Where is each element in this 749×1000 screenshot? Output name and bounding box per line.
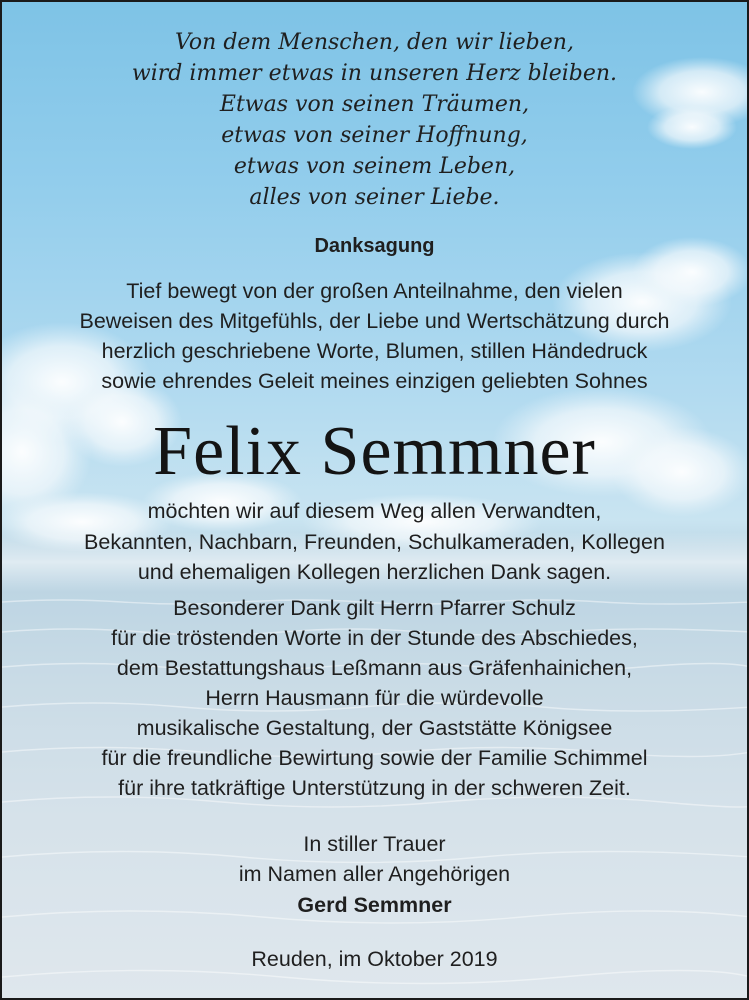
poem-line-6: alles von seiner Liebe. bbox=[249, 185, 500, 210]
place-and-date: Reuden, im Oktober 2019 bbox=[251, 947, 498, 971]
intro-line-1: Tief bewegt von der großen Anteilnahme, den vielen bbox=[126, 279, 623, 303]
closing-line-1: In stiller Trauer bbox=[303, 832, 446, 856]
closing-line-2: im Namen aller Angehörigen bbox=[238, 862, 511, 886]
intro-line-3: herzlich geschriebene Worte, Blumen, stillen Händedruck bbox=[101, 339, 648, 363]
special-thanks-line-2: für die tröstenden Worte in der Stunde des Abschiedes, bbox=[111, 626, 638, 650]
poem-line-4: etwas von seiner Hoffnung, bbox=[221, 123, 528, 148]
special-thanks-line-3: dem Bestattungshaus Leßmann aus Gräfenhainichen, bbox=[116, 656, 633, 680]
thanks-line-3: und ehemaligen Kollegen herzlichen Dank sagen. bbox=[137, 560, 612, 584]
poem-line-3: Etwas von seinen Träumen, bbox=[219, 92, 530, 117]
signature: Gerd Semmner bbox=[297, 893, 452, 917]
special-thanks-line-4: Herrn Hausmann für die würdevolle bbox=[205, 686, 544, 710]
notice-heading: Danksagung bbox=[314, 235, 435, 257]
thanks-line-2: Bekannten, Nachbarn, Freunden, Schulkameraden, Kollegen bbox=[84, 530, 665, 554]
special-thanks-line-7: für ihre tatkräftige Unterstützung in der schweren Zeit. bbox=[118, 776, 631, 800]
poem-line-2: wird immer etwas in unseren Herz bleiben. bbox=[131, 61, 618, 86]
poem-line-1: Von dem Menschen, den wir lieben, bbox=[175, 30, 574, 55]
special-thanks-line-5: musikalische Gestaltung, der Gaststätte Königsee bbox=[136, 716, 613, 740]
special-thanks-line-6: für die freundliche Bewirtung sowie der Familie Schimmel bbox=[101, 746, 648, 770]
poem-line-5: etwas von seinem Leben, bbox=[233, 154, 516, 179]
deceased-name: Felix Semmner bbox=[153, 413, 596, 490]
intro-line-4: sowie ehrendes Geleit meines einzigen geliebten Sohnes bbox=[101, 369, 648, 393]
intro-line-2: Beweisen des Mitgefühls, der Liebe und Wertschätzung durch bbox=[79, 309, 670, 333]
thanks-line-1: möchten wir auf diesem Weg allen Verwandten, bbox=[147, 499, 602, 523]
special-thanks-line-1: Besonderer Dank gilt Herrn Pfarrer Schulz bbox=[173, 596, 576, 620]
